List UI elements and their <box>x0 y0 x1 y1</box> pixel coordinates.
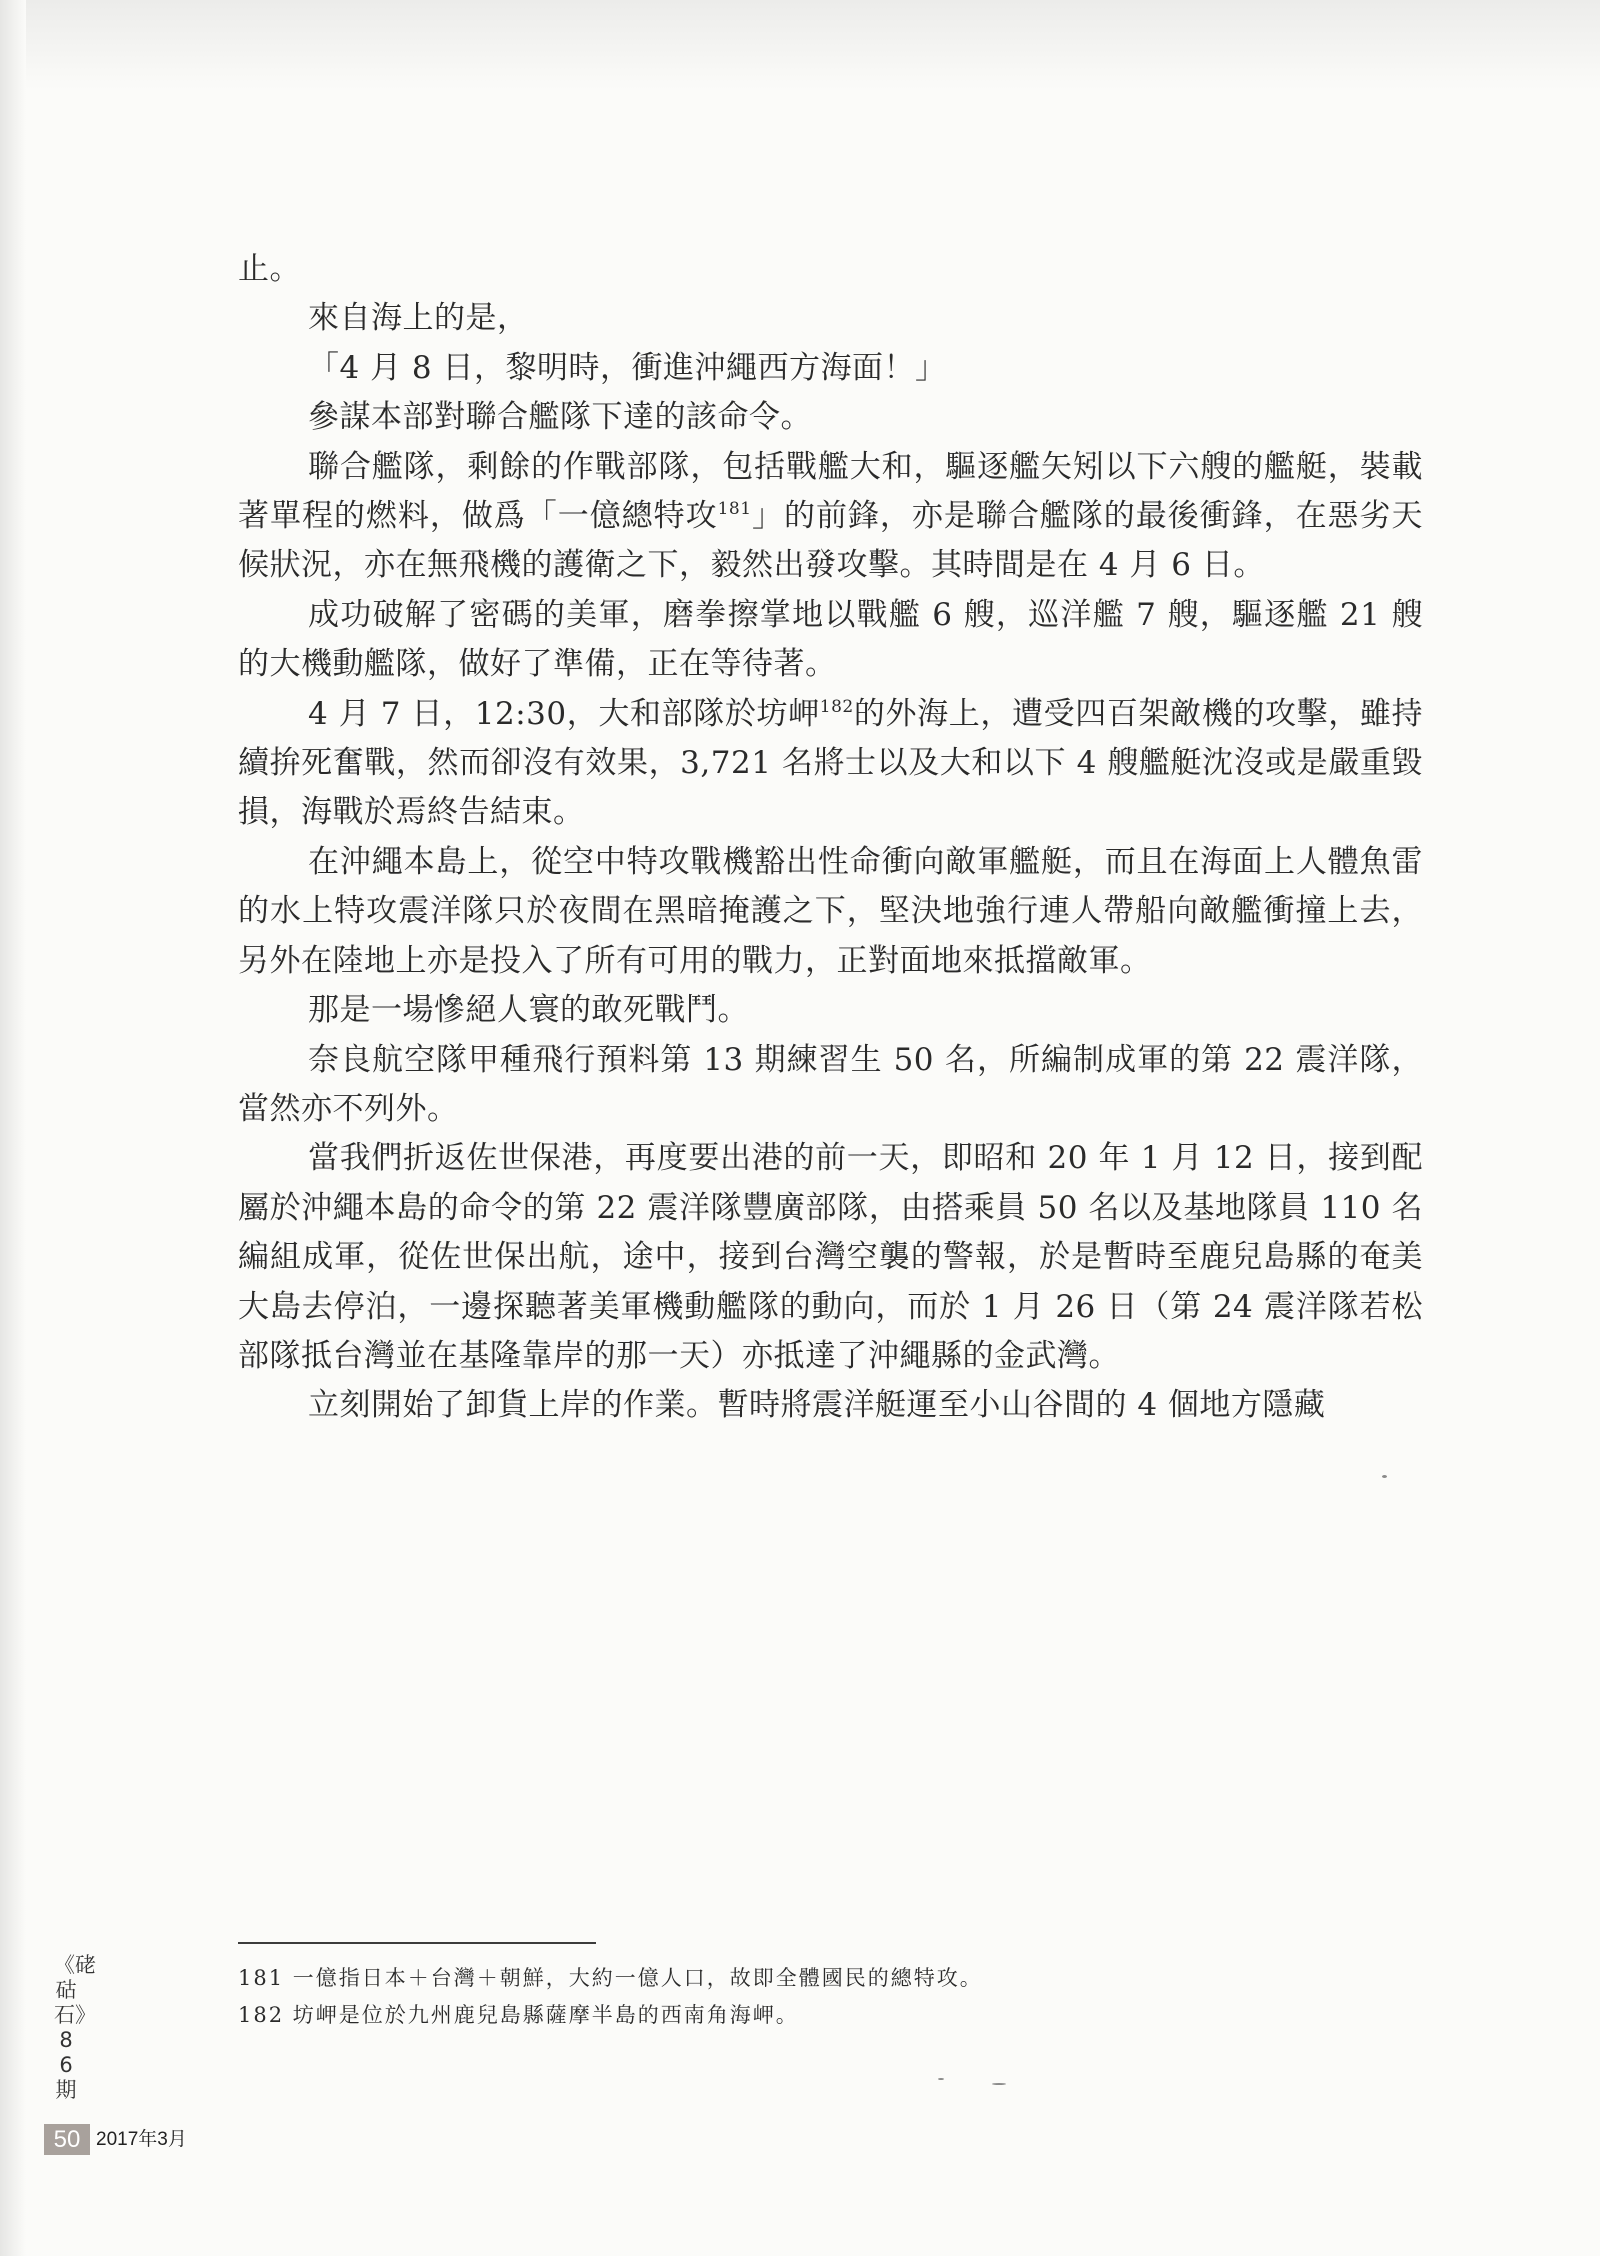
page-number: 50 <box>44 2124 90 2155</box>
journal-title: 《硓𥑮石》86期 <box>54 1953 96 2102</box>
paragraph-5-end: 」的前鋒，亦是聯合艦隊的最後衝鋒，在惡劣天候狀況，亦在無飛機的護衛之下，毅然出發攻擊。其時間是在 4 月 6 日。 <box>238 498 1424 584</box>
footnotes <box>238 1960 1423 2034</box>
paragraph-9: 那是一場慘絕人寰的敢死戰鬥。 <box>308 992 749 1029</box>
scan-speck <box>992 2083 1006 2085</box>
footnote-182: 182 坊岬是位於九州鹿兒島縣薩摩半島的西南角海岬。 <box>238 2003 799 2027</box>
footnote-ref-182[interactable]: 182 <box>819 696 854 717</box>
footnote-ref-181[interactable]: 181 <box>717 499 752 520</box>
scan-speck <box>938 2078 944 2080</box>
paragraph-4: 參謀本部對聯合艦隊下達的該命令。 <box>308 399 812 436</box>
scan-speck <box>1382 1475 1387 1478</box>
paragraph-5-start: 聯合艦隊，剩餘的作戰部隊，包括戰艦大和，驅逐艦矢矧以下六艘的艦艇，裝載著單程的燃料，做爲「一億總特攻 <box>238 448 1423 535</box>
issue-date: 2017年3月 <box>96 2129 187 2150</box>
paragraph-7-end: 的外海上，遭受四百架敵機的攻擊，雖持續拚死奮戰，然而卻沒有效果，3,721 名將士以及大和以下 4 艘艦艇沈沒或是嚴重毀損，海戰於焉終告結束。 <box>238 695 1423 831</box>
paragraph-3: 「4 月 8 日，黎明時，衝進沖繩西方海面！」 <box>308 349 947 386</box>
footnote-divider <box>238 1942 596 1944</box>
paragraph-10: 奈良航空隊甲種飛行預料第 13 期練習生 50 名，所編制成軍的第 22 震洋隊，當然亦不列外。 <box>238 1041 1423 1127</box>
paragraph-2: 來自海上的是， <box>308 300 529 337</box>
scan-left-edge <box>0 0 26 2256</box>
paragraph-1: 止。 <box>238 251 301 287</box>
paragraph-12: 立刻開始了卸貨上岸的作業。暫時將震洋艇運至小山谷間的 4 個地方隱藏 <box>308 1387 1326 1424</box>
paragraph-6: 成功破解了密碼的美軍，磨拳擦掌地以戰艦 6 艘，巡洋艦 7 艘，驅逐艦 21 艘的大機動艦隊，做好了準備，正在等待著。 <box>238 596 1423 683</box>
article-body <box>238 245 1423 1431</box>
footnote-181: 181 一億指日本＋台灣＋朝鮮，大約一億人口，故即全體國民的總特攻。 <box>238 1966 983 1990</box>
paragraph-5 <box>238 443 1423 591</box>
paragraph-11: 當我們折返佐世保港，再度要出港的前一天，即昭和 20 年 1 月 12 日，接到配屬於沖繩本島的命令的第 22 震洋隊豐廣部隊，由搭乘員 50 名以及基地隊員 110 名編組成軍，從佐世保出航，途中，接到台灣空襲的警報，於是暫時至鹿兒島縣的奄美大島去停泊，一邊探聽著美軍機動艦隊的動向，而於 1 月 26 日（第 24 震洋隊若松部隊抵台灣並在基隆靠岸的那一天）亦抵達了沖繩縣的金武灣。 <box>238 1140 1423 1374</box>
paragraph-7-start: 4 月 7 日，12:30，大和部隊於坊岬 <box>308 695 820 732</box>
scan-top-edge <box>0 0 1600 90</box>
paragraph-7 <box>238 690 1423 838</box>
paragraph-8: 在沖繩本島上，從空中特攻戰機豁出性命衝向敵軍艦艇，而且在海面上人體魚雷的水上特攻震洋隊只於夜間在黑暗掩護之下，堅決地強行連人帶船向敵艦衝撞上去，另外在陸地上亦是投入了所有可用的戰力，正對面地來抵擋敵軍。 <box>238 843 1423 979</box>
